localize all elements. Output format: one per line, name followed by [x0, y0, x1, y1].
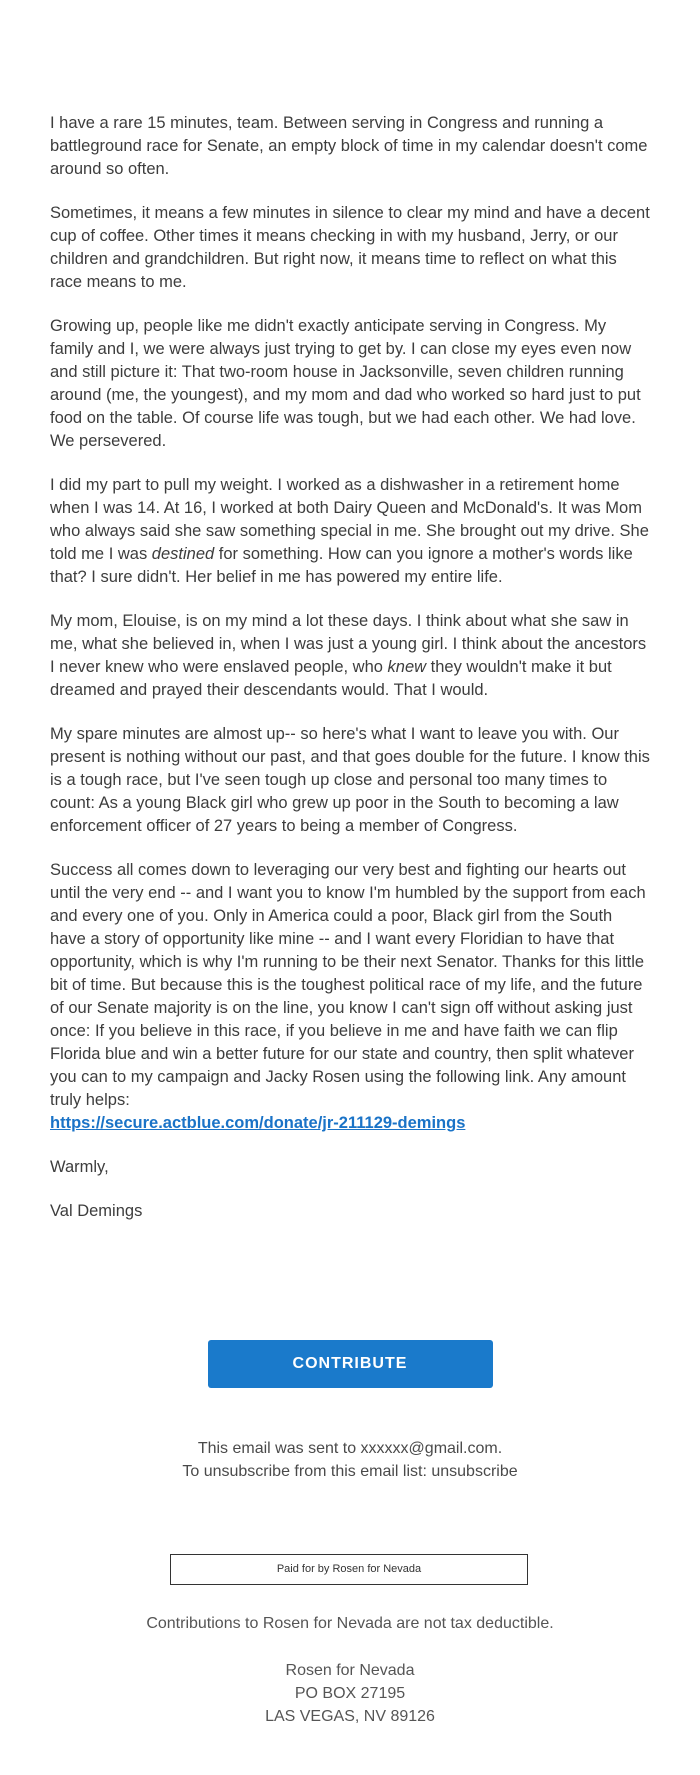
unsubscribe-link[interactable]: unsubscribe [431, 1463, 518, 1480]
footer-notice [0, 1437, 700, 1483]
donate-link[interactable]: https://secure.actblue.com/donate/jr-211129-demings [50, 1114, 466, 1132]
letter-paragraph-7 [50, 859, 650, 1135]
letter-paragraph-2: Sometimes, it means a few minutes in silence to clear my mind and have a decent cup of coffee. Other times it means checking in with my husband, Jerry, or our children and grandchildren. But right now, it means time to reflect on what this race means to me. [50, 204, 650, 291]
signature: Val Demings [50, 1202, 143, 1220]
letter-paragraph-5 [50, 610, 650, 702]
address-org: Rosen for Nevada [285, 1662, 415, 1679]
paragraph-text: for something. How can you ignore a mother's words like that? I sure didn't. Her belief in me has powered my entire life. [50, 545, 633, 586]
paragraph-text: I did my part to pull my weight. I worked as a dishwasher in a retirement home when I was 14. At 16, I worked at both Dairy Queen and McDonald's. It was Mom who always said she saw something special in me. She brought out my drive. She told me I was [50, 476, 649, 563]
letter-paragraph-6: My spare minutes are almost up-- so here's what I want to leave you with. Our present is nothing without our past, and that goes double for the future. I know this is a tough race, but I've seen tough up close and personal too many times to count: As a young Black girl who grew up poor in the South to becoming a law enforcement officer of 27 years to being a member of Congress. [50, 725, 650, 835]
sent-to-text: This email was sent to xxxxxx@gmail.com. [197, 1440, 503, 1457]
address-line-2: LAS VEGAS, NV 89126 [265, 1708, 435, 1725]
cta-container [0, 1340, 700, 1388]
emphasis-destined: destined [151, 545, 215, 563]
mailing-address [0, 1659, 700, 1728]
paid-for-box: Paid for by Rosen for Nevada [170, 1554, 528, 1585]
contribute-button[interactable]: CONTRIBUTE [208, 1340, 493, 1388]
emphasis-knew: knew [387, 658, 427, 676]
unsubscribe-prefix: To unsubscribe from this email list: [182, 1463, 432, 1480]
letter-paragraph-4 [50, 474, 650, 589]
letter-paragraph-1: I have a rare 15 minutes, team. Between serving in Congress and running a battleground race for Senate, an empty block of time in my calendar doesn't come around so often. [50, 114, 648, 178]
letter-content [50, 112, 650, 1244]
signoff: Warmly, [50, 1158, 109, 1176]
letter-paragraph-3: Growing up, people like me didn't exactly anticipate serving in Congress. My family and I, we were always just trying to get by. I can close my eyes even now and still picture it: That two-room house in Jacksonville, seven children running around (me, the youngest), and my mom and dad who worked so hard just to put food on the table. Of course life was tough, but we had each other. We had love. We persevered. [50, 317, 641, 450]
paragraph-text: My mom, Elouise, is on my mind a lot these days. I think about what she saw in me, what she believed in, when I was just a young girl. I think about the ancestors I never knew who were enslaved people, who [50, 612, 647, 676]
unsubscribe-line [0, 1460, 700, 1483]
paragraph-text: Success all comes down to leveraging our very best and fighting our hearts out until the very end -- and I want you to know I'm humbled by the support from each and every one of you. Only in America could a poor, Black girl from the South have a story of opportunity like mine -- and I want every Floridian to have that opportunity, which is why I'm running to be their next Senator. Thanks for this little bit of time. But because this is the toughest political race of my life, and the future of our Senate majority is on the line, you know I can't sign off without asking just once: If you believe in this race, if you believe in me and have faith we can flip Florida blue and win a better future for our state and country, then split whatever you can to my campaign and Jacky Rosen using the following link. Any amount truly helps: [50, 861, 646, 1109]
paragraph-text: they wouldn't make it but dreamed and prayed their descendants would. That I would. [50, 658, 612, 699]
tax-deductible-note: Contributions to Rosen for Nevada are not tax deductible. [146, 1615, 554, 1632]
address-line-1: PO BOX 27195 [294, 1685, 406, 1702]
